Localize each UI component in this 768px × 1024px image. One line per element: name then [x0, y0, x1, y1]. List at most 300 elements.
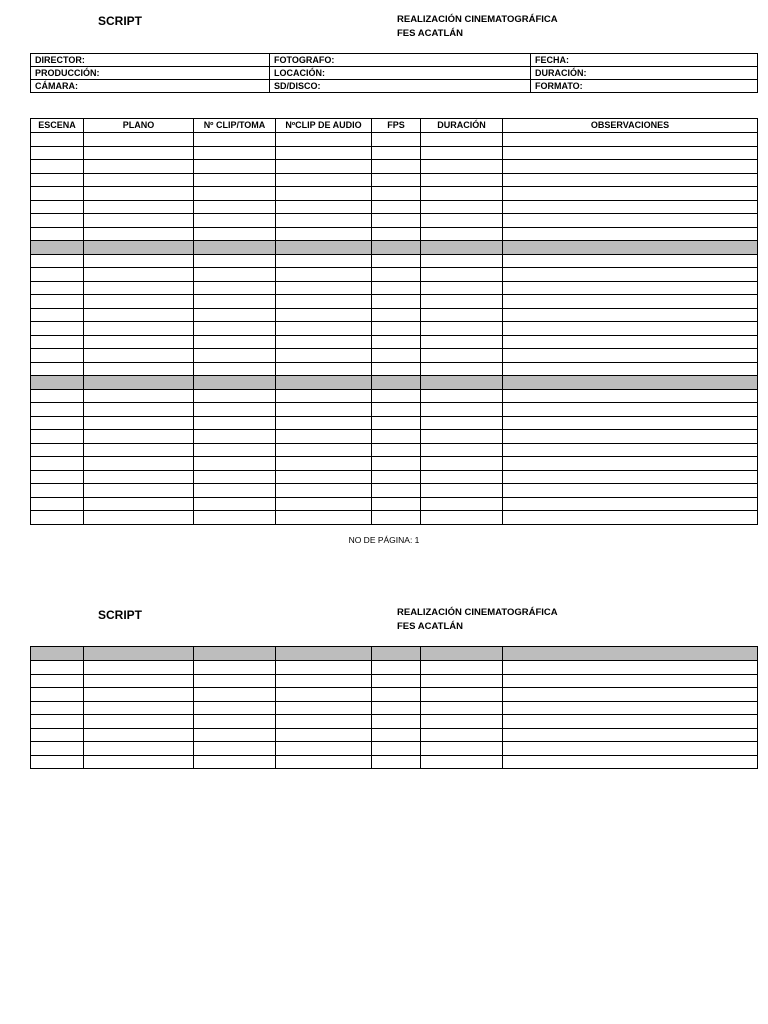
shot-log-row	[31, 133, 758, 147]
shot-log-cell[interactable]	[276, 511, 372, 525]
shot-log-cell[interactable]	[421, 200, 503, 214]
shot-log-cell[interactable]	[421, 241, 503, 255]
shot-log-cell[interactable]	[421, 268, 503, 282]
shot-log-cell[interactable]	[372, 173, 421, 187]
shot-log-cell[interactable]	[276, 254, 372, 268]
shot-log-cell[interactable]	[194, 214, 276, 228]
shot-log-cell[interactable]	[503, 728, 758, 742]
shot-log-cell[interactable]	[194, 430, 276, 444]
shot-log-cell[interactable]	[84, 661, 194, 675]
shot-log-cell[interactable]	[194, 661, 276, 675]
shot-log-cell[interactable]	[372, 647, 421, 661]
shot-log-cell[interactable]	[31, 281, 84, 295]
shot-log-cell[interactable]	[421, 470, 503, 484]
shot-log-cell[interactable]	[31, 227, 84, 241]
shot-log-cell[interactable]	[84, 728, 194, 742]
shot-log-cell[interactable]	[421, 484, 503, 498]
shot-log-cell[interactable]	[84, 281, 194, 295]
shot-log-cell[interactable]	[194, 295, 276, 309]
shot-log-cell[interactable]	[276, 268, 372, 282]
shot-log-table	[30, 646, 758, 769]
shot-log-cell[interactable]	[372, 511, 421, 525]
shot-log-cell[interactable]	[421, 160, 503, 174]
shot-log-cell[interactable]	[276, 281, 372, 295]
shot-log-cell[interactable]	[372, 254, 421, 268]
shot-log-cell[interactable]	[372, 430, 421, 444]
shot-log-cell[interactable]	[421, 701, 503, 715]
shot-log-cell[interactable]	[276, 376, 372, 390]
shot-log-cell[interactable]	[421, 376, 503, 390]
shot-log-cell[interactable]	[31, 416, 84, 430]
shot-log-cell[interactable]	[31, 715, 84, 729]
shot-log-cell[interactable]	[503, 281, 758, 295]
shot-log-cell[interactable]	[503, 308, 758, 322]
shot-log-cell[interactable]	[372, 443, 421, 457]
shot-log-cell[interactable]	[503, 674, 758, 688]
shot-log-cell[interactable]	[31, 322, 84, 336]
shot-log-cell[interactable]	[194, 335, 276, 349]
shot-log-cell[interactable]	[276, 701, 372, 715]
shot-log-cell[interactable]	[84, 457, 194, 471]
shot-log-cell[interactable]	[503, 430, 758, 444]
shot-log-cell[interactable]	[194, 254, 276, 268]
shot-log-cell[interactable]	[276, 160, 372, 174]
shot-log-cell[interactable]	[194, 146, 276, 160]
shot-log-cell[interactable]	[276, 416, 372, 430]
shot-log-cell[interactable]	[84, 160, 194, 174]
shot-log-cell[interactable]	[84, 416, 194, 430]
production-info-table	[30, 53, 758, 93]
shot-log-row	[31, 349, 758, 363]
shot-log-cell[interactable]	[421, 674, 503, 688]
shot-log-cell[interactable]	[194, 268, 276, 282]
column-header-fps: FPS	[372, 119, 421, 133]
shot-log-cell[interactable]	[276, 173, 372, 187]
shot-log-cell[interactable]	[372, 742, 421, 756]
shot-log-cell[interactable]	[84, 430, 194, 444]
shot-log-cell[interactable]	[194, 701, 276, 715]
shot-log-cell[interactable]	[276, 362, 372, 376]
shot-log-cell[interactable]	[503, 241, 758, 255]
shot-log-cell[interactable]	[421, 661, 503, 675]
shot-log-cell[interactable]	[503, 214, 758, 228]
shot-log-cell[interactable]	[31, 376, 84, 390]
shot-log-cell[interactable]	[194, 511, 276, 525]
shot-log-cell[interactable]	[276, 227, 372, 241]
shot-log-cell[interactable]	[84, 470, 194, 484]
shot-log-cell[interactable]	[372, 457, 421, 471]
shot-log-cell[interactable]	[372, 214, 421, 228]
shot-log-cell[interactable]	[276, 661, 372, 675]
shot-log-cell[interactable]	[503, 200, 758, 214]
shot-log-cell[interactable]	[31, 133, 84, 147]
shot-log-cell[interactable]	[84, 647, 194, 661]
shot-log-cell[interactable]	[84, 389, 194, 403]
director-field[interactable]: DIRECTOR:	[31, 54, 270, 67]
shot-log-cell[interactable]	[372, 484, 421, 498]
shot-log-cell[interactable]	[84, 133, 194, 147]
info-row	[31, 67, 758, 80]
shot-log-cell[interactable]	[194, 241, 276, 255]
shot-log-cell[interactable]	[84, 241, 194, 255]
shot-log-cell[interactable]	[84, 688, 194, 702]
shot-log-cell[interactable]	[276, 470, 372, 484]
shot-log-cell[interactable]	[276, 457, 372, 471]
shot-log-cell[interactable]	[372, 241, 421, 255]
shot-log-cell[interactable]	[31, 755, 84, 769]
shot-log-cell[interactable]	[503, 715, 758, 729]
shot-log-cell[interactable]	[276, 349, 372, 363]
shot-log-cell[interactable]	[421, 214, 503, 228]
shot-log-cell[interactable]	[84, 335, 194, 349]
shot-log-cell[interactable]	[84, 173, 194, 187]
shot-log-cell[interactable]	[276, 335, 372, 349]
shot-log-cell[interactable]	[503, 389, 758, 403]
shot-log-cell[interactable]	[372, 146, 421, 160]
shot-log-cell[interactable]	[31, 254, 84, 268]
shot-log-cell[interactable]	[503, 701, 758, 715]
shot-log-cell[interactable]	[194, 497, 276, 511]
shot-log-cell[interactable]	[194, 389, 276, 403]
shot-log-cell[interactable]	[372, 674, 421, 688]
shot-log-cell[interactable]	[31, 661, 84, 675]
shot-log-cell[interactable]	[194, 187, 276, 201]
shot-log-cell[interactable]	[372, 497, 421, 511]
shot-log-cell[interactable]	[31, 160, 84, 174]
shot-log-cell[interactable]	[84, 701, 194, 715]
shot-log-cell[interactable]	[31, 349, 84, 363]
shot-log-cell[interactable]	[421, 146, 503, 160]
shot-log-cell[interactable]	[31, 497, 84, 511]
shot-log-cell[interactable]	[194, 403, 276, 417]
shot-log-cell[interactable]	[194, 173, 276, 187]
shot-log-cell[interactable]	[421, 430, 503, 444]
shot-log-cell[interactable]	[503, 322, 758, 336]
shot-log-cell[interactable]	[421, 403, 503, 417]
shot-log-cell[interactable]	[194, 308, 276, 322]
shot-log-cell[interactable]	[84, 497, 194, 511]
shot-log-row	[31, 389, 758, 403]
shot-log-cell[interactable]	[31, 470, 84, 484]
shot-log-cell[interactable]	[84, 403, 194, 417]
shot-log-cell[interactable]	[194, 281, 276, 295]
shot-log-cell[interactable]	[84, 362, 194, 376]
date-field[interactable]: FECHA:	[531, 54, 758, 67]
shot-log-cell[interactable]	[194, 200, 276, 214]
shot-log-cell[interactable]	[503, 755, 758, 769]
shot-log-cell[interactable]	[421, 362, 503, 376]
shot-log-cell[interactable]	[31, 389, 84, 403]
shot-log-cell[interactable]	[84, 295, 194, 309]
shot-log-cell[interactable]	[503, 497, 758, 511]
shot-log-cell[interactable]	[276, 295, 372, 309]
shot-log-cell[interactable]	[194, 715, 276, 729]
shot-log-cell[interactable]	[421, 728, 503, 742]
shot-log-cell[interactable]	[31, 268, 84, 282]
shot-log-cell[interactable]	[276, 443, 372, 457]
shot-log-cell[interactable]	[503, 661, 758, 675]
shot-log-cell[interactable]	[276, 200, 372, 214]
shot-log-cell[interactable]	[372, 715, 421, 729]
shot-log-cell[interactable]	[372, 362, 421, 376]
shot-log-cell[interactable]	[372, 187, 421, 201]
shot-log-cell[interactable]	[503, 133, 758, 147]
shot-log-cell[interactable]	[194, 674, 276, 688]
shot-log-row	[31, 322, 758, 336]
production-field[interactable]: PRODUCCIÓN:	[31, 67, 270, 80]
shot-log-row	[31, 661, 758, 675]
shot-log-cell[interactable]	[421, 511, 503, 525]
shot-log-cell[interactable]	[276, 241, 372, 255]
shot-log-cell[interactable]	[84, 511, 194, 525]
shot-log-cell[interactable]	[276, 403, 372, 417]
shot-log-cell[interactable]	[421, 715, 503, 729]
shot-log-cell[interactable]	[503, 362, 758, 376]
shot-log-cell[interactable]	[31, 742, 84, 756]
shot-log-cell[interactable]	[276, 674, 372, 688]
shot-log-cell[interactable]	[31, 688, 84, 702]
shot-log-cell[interactable]	[276, 728, 372, 742]
shot-log-cell[interactable]	[31, 457, 84, 471]
shot-log-cell[interactable]	[276, 742, 372, 756]
shot-log-cell[interactable]	[194, 160, 276, 174]
shot-log-cell[interactable]	[84, 308, 194, 322]
shot-log-cell[interactable]	[503, 268, 758, 282]
shot-log-cell[interactable]	[421, 755, 503, 769]
shot-log-cell[interactable]	[84, 322, 194, 336]
shot-log-cell[interactable]	[84, 715, 194, 729]
shot-log-cell[interactable]	[421, 457, 503, 471]
shot-log-cell[interactable]	[276, 389, 372, 403]
shot-log-cell[interactable]	[372, 281, 421, 295]
shot-log-cell[interactable]	[194, 349, 276, 363]
shot-log-cell[interactable]	[194, 728, 276, 742]
shot-log-cell[interactable]	[31, 308, 84, 322]
shot-log-cell[interactable]	[503, 457, 758, 471]
shot-log-cell[interactable]	[276, 715, 372, 729]
shot-log-cell[interactable]	[372, 268, 421, 282]
shot-log-cell[interactable]	[31, 728, 84, 742]
shot-log-cell[interactable]	[503, 688, 758, 702]
shot-log-cell[interactable]	[31, 241, 84, 255]
shot-log-cell[interactable]	[372, 295, 421, 309]
shot-log-cell[interactable]	[421, 335, 503, 349]
shot-log-cell[interactable]	[194, 742, 276, 756]
shot-log-cell[interactable]	[194, 227, 276, 241]
shot-log-cell[interactable]	[503, 349, 758, 363]
shot-log-cell[interactable]	[421, 187, 503, 201]
shot-log-cell[interactable]	[421, 349, 503, 363]
shot-log-cell[interactable]	[276, 308, 372, 322]
shot-log-cell[interactable]	[31, 173, 84, 187]
shot-log-cell[interactable]	[276, 688, 372, 702]
shot-log-cell[interactable]	[503, 227, 758, 241]
shot-log-cell[interactable]	[503, 173, 758, 187]
shot-log-cell[interactable]	[503, 470, 758, 484]
shot-log-cell[interactable]	[503, 484, 758, 498]
shot-log-cell[interactable]	[372, 376, 421, 390]
shot-log-cell[interactable]	[372, 416, 421, 430]
shot-log-cell[interactable]	[84, 349, 194, 363]
shot-log-cell[interactable]	[372, 470, 421, 484]
shot-log-cell[interactable]	[421, 281, 503, 295]
shot-log-cell[interactable]	[503, 376, 758, 390]
shot-log-cell[interactable]	[372, 701, 421, 715]
shot-log-cell[interactable]	[31, 701, 84, 715]
shot-log-cell[interactable]	[503, 160, 758, 174]
shot-log-cell[interactable]	[421, 688, 503, 702]
shot-log-cell[interactable]	[84, 227, 194, 241]
shot-log-cell[interactable]	[31, 200, 84, 214]
shot-log-cell[interactable]	[372, 755, 421, 769]
shot-log-cell[interactable]	[194, 647, 276, 661]
shot-log-cell[interactable]	[194, 457, 276, 471]
shot-log-cell[interactable]	[84, 187, 194, 201]
shot-log-cell[interactable]	[276, 430, 372, 444]
shot-log-cell[interactable]	[31, 362, 84, 376]
shot-log-cell[interactable]	[84, 200, 194, 214]
sd-disk-field[interactable]: SD/DISCO:	[270, 80, 531, 93]
shot-log-cell[interactable]	[372, 403, 421, 417]
page-title: SCRIPT	[98, 608, 143, 622]
shot-log-cell[interactable]	[421, 389, 503, 403]
shot-log-cell[interactable]	[194, 362, 276, 376]
shot-log-cell[interactable]	[31, 335, 84, 349]
shot-log-cell[interactable]	[276, 497, 372, 511]
shot-log-cell[interactable]	[31, 484, 84, 498]
shot-log-cell[interactable]	[194, 376, 276, 390]
shot-log-cell[interactable]	[84, 254, 194, 268]
shot-log-cell[interactable]	[372, 728, 421, 742]
shot-log-cell[interactable]	[84, 443, 194, 457]
shot-log-cell[interactable]	[31, 511, 84, 525]
shot-log-cell[interactable]	[372, 322, 421, 336]
duration-field[interactable]: DURACIÓN:	[531, 67, 758, 80]
shot-log-cell[interactable]	[31, 295, 84, 309]
shot-log-cell[interactable]	[31, 403, 84, 417]
shot-log-row	[31, 511, 758, 525]
shot-log-cell[interactable]	[31, 430, 84, 444]
shot-log-cell[interactable]	[421, 133, 503, 147]
shot-log-cell[interactable]	[31, 443, 84, 457]
shot-log-cell[interactable]	[84, 214, 194, 228]
shot-log-cell[interactable]	[503, 146, 758, 160]
shot-log-cell[interactable]	[421, 647, 503, 661]
shot-log-cell[interactable]	[84, 146, 194, 160]
shot-log-row	[31, 268, 758, 282]
shot-log-cell[interactable]	[194, 755, 276, 769]
shot-log-cell[interactable]	[84, 376, 194, 390]
camera-field[interactable]: CÁMARA:	[31, 80, 270, 93]
column-header-clip-take: Nº CLIP/TOMA	[194, 119, 276, 133]
shot-log-table	[30, 118, 758, 525]
shot-log-cell[interactable]	[372, 389, 421, 403]
shot-log-cell[interactable]	[503, 511, 758, 525]
shot-log-cell[interactable]	[421, 322, 503, 336]
shot-log-cell[interactable]	[194, 443, 276, 457]
shot-log-row	[31, 403, 758, 417]
shot-log-cell[interactable]	[276, 133, 372, 147]
shot-log-cell[interactable]	[276, 647, 372, 661]
shot-log-cell[interactable]	[421, 227, 503, 241]
shot-log-cell[interactable]	[276, 214, 372, 228]
shot-log-row	[31, 470, 758, 484]
shot-log-cell[interactable]	[276, 755, 372, 769]
shot-log-cell[interactable]	[276, 322, 372, 336]
shot-log-row	[31, 457, 758, 471]
shot-log-cell[interactable]	[194, 688, 276, 702]
shot-log-cell[interactable]	[503, 254, 758, 268]
shot-log-row	[31, 497, 758, 511]
shot-log-cell[interactable]	[421, 308, 503, 322]
shot-log-cell[interactable]	[421, 173, 503, 187]
shot-log-cell[interactable]	[194, 133, 276, 147]
shot-log-cell[interactable]	[372, 688, 421, 702]
shot-log-cell[interactable]	[503, 187, 758, 201]
shot-log-cell[interactable]	[421, 443, 503, 457]
shot-log-cell[interactable]	[503, 647, 758, 661]
shot-log-cell[interactable]	[194, 484, 276, 498]
shot-log-cell[interactable]	[84, 268, 194, 282]
shot-log-cell[interactable]	[372, 661, 421, 675]
shot-log-cell[interactable]	[194, 416, 276, 430]
shot-log-row	[31, 715, 758, 729]
photographer-field[interactable]: FOTOGRAFO:	[270, 54, 531, 67]
shot-log-cell[interactable]	[31, 647, 84, 661]
organization-line-1: REALIZACIÓN CINEMATOGRÁFICA	[397, 607, 558, 618]
shot-log-cell[interactable]	[503, 416, 758, 430]
shot-log-cell[interactable]	[372, 227, 421, 241]
shot-log-cell[interactable]	[372, 160, 421, 174]
shot-log-cell[interactable]	[503, 742, 758, 756]
shot-log-cell[interactable]	[421, 416, 503, 430]
location-field[interactable]: LOCACIÓN:	[270, 67, 531, 80]
shot-log-cell[interactable]	[503, 335, 758, 349]
shot-log-cell[interactable]	[372, 133, 421, 147]
shot-log-cell[interactable]	[84, 755, 194, 769]
shot-log-cell[interactable]	[421, 254, 503, 268]
shot-log-cell[interactable]	[194, 470, 276, 484]
shot-log-row	[31, 146, 758, 160]
format-field[interactable]: FORMATO:	[531, 80, 758, 93]
shot-log-cell[interactable]	[31, 214, 84, 228]
shot-log-row	[31, 254, 758, 268]
shot-log-cell[interactable]	[372, 335, 421, 349]
shot-log-cell[interactable]	[84, 674, 194, 688]
shot-log-cell[interactable]	[31, 187, 84, 201]
shot-log-cell[interactable]	[372, 308, 421, 322]
shot-log-cell[interactable]	[372, 349, 421, 363]
shot-log-row	[31, 430, 758, 444]
shot-log-cell[interactable]	[503, 443, 758, 457]
shot-log-cell[interactable]	[276, 146, 372, 160]
shot-log-cell[interactable]	[84, 742, 194, 756]
info-row	[31, 80, 758, 93]
shot-log-cell[interactable]	[276, 187, 372, 201]
shot-log-cell[interactable]	[276, 484, 372, 498]
shot-log-cell[interactable]	[421, 497, 503, 511]
shot-log-cell[interactable]	[421, 295, 503, 309]
shot-log-cell[interactable]	[372, 200, 421, 214]
shot-log-cell[interactable]	[503, 295, 758, 309]
shot-log-row	[31, 281, 758, 295]
shot-log-cell[interactable]	[31, 674, 84, 688]
shot-log-cell[interactable]	[194, 322, 276, 336]
shot-log-cell[interactable]	[31, 146, 84, 160]
shot-log-cell[interactable]	[84, 484, 194, 498]
shot-log-cell[interactable]	[503, 403, 758, 417]
shot-log-cell[interactable]	[421, 742, 503, 756]
